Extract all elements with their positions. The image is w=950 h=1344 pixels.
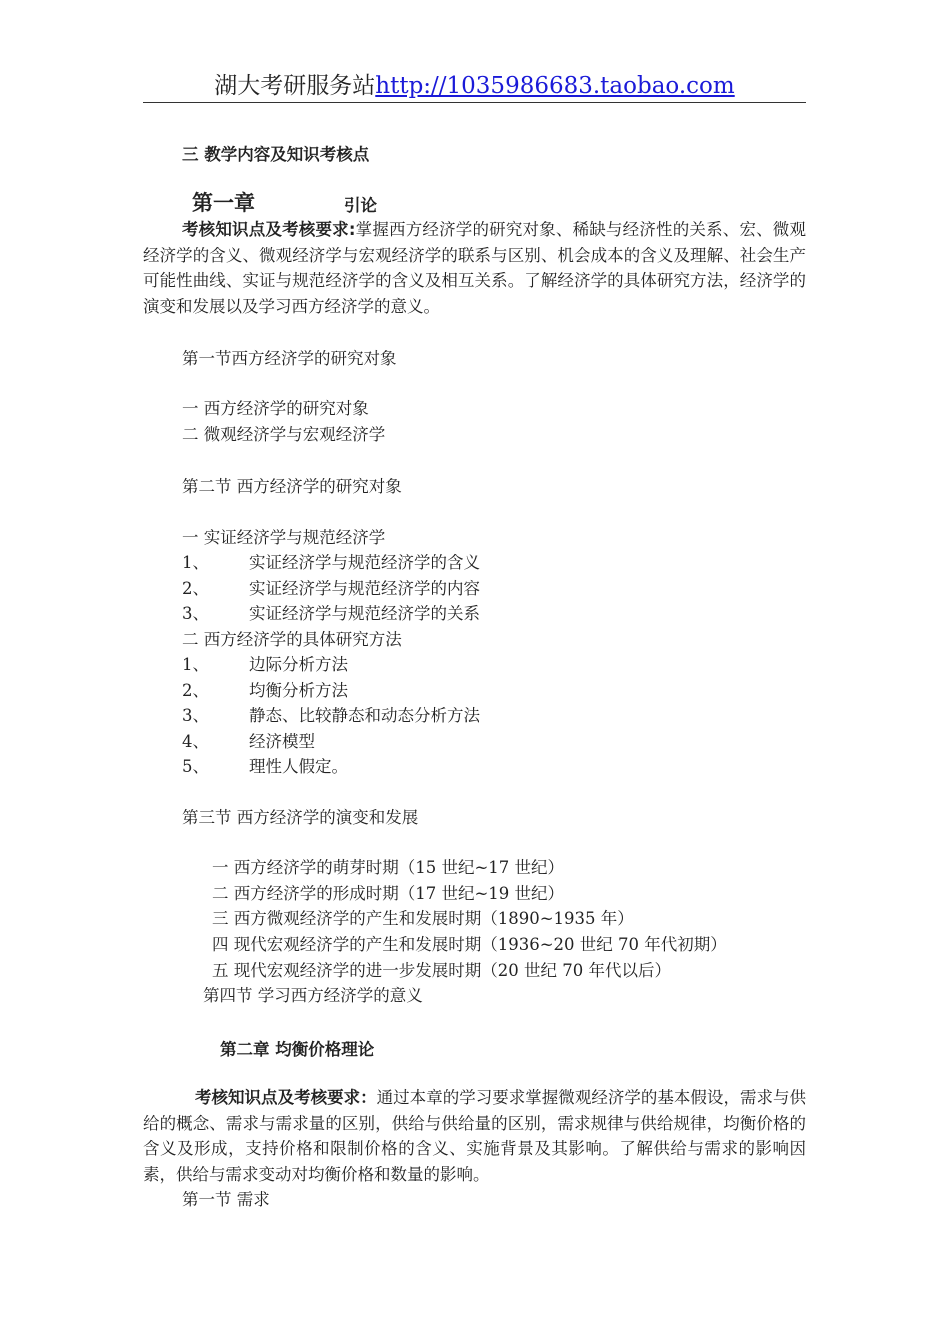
chapter1-subtitle: 引论 [344,196,377,215]
ch1-sec2-part2: 二 西方经济学的具体研究方法 [182,630,402,649]
list-item: 静态、比较静态和动态分析方法 [249,706,480,725]
header-url-link[interactable]: http://1035986683.taobao.com [375,73,735,99]
chapter2-req-text: 通过本章的学习要求掌握微观经济学的基本假设，需求与供给的概念、需求与需求量的区别，供给与供给量的区别，需求规律与供给规律，均衡价格的含义及形成，支持价格和限制价格的含义、实施背景及其影响。了解供给与需求的影响因素，供给与需求变动对均衡价格和数量的影响。 [143,1088,807,1184]
ch1-sec3-title: 第三节 西方经济学的演变和发展 [182,808,419,827]
list-item: 边际分析方法 [249,655,348,674]
ch1-sec3-item: 五 现代宏观经济学的进一步发展时期（20 世纪 70 年代以后） [212,961,671,980]
header-site-name: 湖大考研服务站 [214,73,376,99]
list-item: 均衡分析方法 [249,681,348,700]
list-number: 2、 [182,579,209,598]
list-number: 3、 [182,706,209,725]
list-item: 实证经济学与规范经济学的关系 [249,604,480,623]
list-item: 经济模型 [249,732,315,751]
list-item: 理性人假定。 [249,757,348,776]
chapter1-title: 第一章 [192,191,255,215]
list-number: 4、 [182,732,209,751]
chapter2-title: 第二章 均衡价格理论 [220,1040,375,1059]
header-rule [143,102,806,103]
chapter2-req-label: 考核知识点及考核要求： [195,1088,377,1107]
ch2-sec1-title: 第一节 需求 [182,1190,270,1209]
list-number: 2、 [182,681,209,700]
chapter1-req-text: 掌握西方经济学的研究对象、稀缺与经济性的关系、宏、微观经济学的含义、微观经济学与宏观经济学的联系与区别、机会成本的含义及理解、社会生产可能性曲线、实证与规范经济学的含义及相互关系。了解经济学的具体研究方法，经济学的演变和发展以及学习西方经济学的意义。 [143,220,806,316]
ch1-sec3-item: 二 西方经济学的形成时期（17 世纪~19 世纪） [212,884,565,903]
list-number: 3、 [182,604,209,623]
list-item: 实证经济学与规范经济学的含义 [249,553,480,572]
ch1-sec1-item: 一 西方经济学的研究对象 [182,399,369,418]
page-header [143,70,806,102]
ch1-sec1-title: 第一节西方经济学的研究对象 [182,349,397,368]
ch1-sec3-item: 三 西方微观经济学的产生和发展时期（1890~1935 年） [212,909,634,928]
ch1-sec2-part1: 一 实证经济学与规范经济学 [182,528,386,547]
ch1-sec3-item: 一 西方经济学的萌芽时期（15 世纪~17 世纪） [212,858,565,877]
list-item: 实证经济学与规范经济学的内容 [249,579,480,598]
ch1-sec1-item: 二 微观经济学与宏观经济学 [182,425,386,444]
ch1-sec2-title: 第二节 西方经济学的研究对象 [182,477,402,496]
chapter1-req-label: 考核知识点及考核要求: [182,220,356,239]
ch1-sec3-item: 四 现代宏观经济学的产生和发展时期（1936~20 世纪 70 年代初期） [212,935,727,954]
section-title: 三 教学内容及知识考核点 [182,145,370,164]
list-number: 1、 [182,553,209,572]
chapter1-requirements [143,217,806,319]
list-number: 1、 [182,655,209,674]
ch1-sec4-title: 第四节 学习西方经济学的意义 [203,986,423,1005]
list-number: 5、 [182,757,209,776]
chapter2-requirements [143,1085,806,1187]
